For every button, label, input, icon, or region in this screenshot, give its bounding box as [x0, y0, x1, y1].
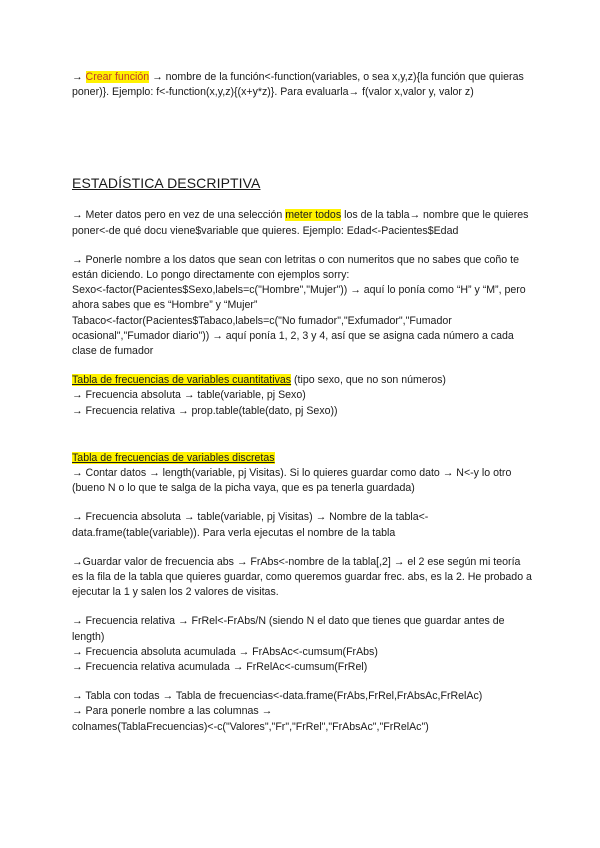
freq-rel-acum: → Frecuencia relativa acumulada → FrRelAc<-cumsum(FrRel) [72, 661, 368, 674]
cuantitativas-title [72, 373, 532, 388]
meter-datos-pre: → Meter datos pero en vez de una selección [72, 209, 286, 222]
cuantitativas-note: (tipo sexo, que no son números) [291, 374, 446, 387]
freq-abs-paragraph: → Frecuencia absoluta → table(variable, pj Visitas) → Nombre de la tabla<-data.frame(table(variable)). Para verla ejecutas el nombre de la tabla [72, 511, 429, 539]
cuantitativas-highlight: Tabla de frecuencias de variables cuantitativas [72, 374, 292, 387]
factor-sexo: Sexo<-factor(Pacientes$Sexo,labels=c("Hombre","Mujer")) → aquí lo ponía como “H” y “M”, pero ahora sabes que es “Hombre” y “Mujer” [72, 284, 526, 312]
colnames-intro: → Para ponerle nombre a las columnas → [72, 705, 273, 718]
crear-funcion-highlight: Crear función [85, 71, 150, 83]
cuantitativas-abs: → Frecuencia absoluta → table(variable, pj Sexo) [72, 389, 306, 402]
crear-funcion-paragraph [72, 70, 532, 100]
meter-datos-post: los de la tabla→ nombre que le quieres poner<-de qué docu viene$variable que quieres. Ejemplo: Edad<-Pacientes$Edad [72, 209, 529, 237]
tabla-todas: → Tabla con todas → Tabla de frecuencias<-data.frame(FrAbs,FrRel,FrAbsAc,FrRelAc) [72, 690, 483, 703]
cuantitativas-rel: → Frecuencia relativa → prop.table(table(dato, pj Sexo)) [72, 404, 338, 417]
document-page [72, 70, 532, 735]
discretas-contar: → Contar datos → length(variable, pj Visitas). Si lo quieres guardar como dato → N<-y lo otro (bueno N o lo que te salga de la picha vaya, que es pa tenerla guardada) [72, 467, 512, 495]
section-heading: ESTADÍSTICA DESCRIPTIVA [72, 175, 261, 192]
crear-funcion-text: → nombre de la función<-function(variables, o sea x,y,z){la función que quieras poner)}. Ejemplo: f<-function(x,y,z){(x+y*z)}. Para evaluarla→ f(valor x,valor y, valor z) [72, 71, 524, 99]
factor-intro: → Ponerle nombre a los datos que sean con letritas o con numeritos que no sabes que coño te están diciendo. Lo pongo directamente con ejemplos sorry: [72, 253, 519, 282]
factor-tabaco: Tabaco<-factor(Pacientes$Tabaco,labels=c("No fumador","Exfumador","Fumador ocasional","Fumador diario")) → aquí ponía 1, 2, 3 y 4, así que se asigna cada número a cada clase de fumador [72, 314, 514, 358]
guardar-paragraph: →Guardar valor de frecuencia abs → FrAbs<-nombre de la tabla[,2] → el 2 ese según mi teoría es la fila de la tabla que quieres guardar, como queremos guardar frec. abs, es la 2. He probado a ejecutar la 1 y salen los 2 valores de visitas. [72, 555, 532, 599]
discretas-title [72, 451, 532, 466]
colnames-code: colnames(TablaFrecuencias)<-c("Valores","Fr","FrRel","FrAbsAc","FrRelAc") [72, 720, 429, 733]
freq-abs-acum: → Frecuencia absoluta acumulada → FrAbsAc<-cumsum(FrAbs) [72, 645, 378, 658]
freq-rel: → Frecuencia relativa → FrRel<-FrAbs/N (siendo N el dato que tienes que guardar antes de length) [72, 615, 505, 643]
meter-datos-paragraph [72, 208, 532, 238]
arrow: → [72, 71, 86, 83]
meter-todos-highlight: meter todos [285, 209, 342, 222]
discretas-highlight: Tabla de frecuencias de variables discretas [72, 451, 275, 464]
